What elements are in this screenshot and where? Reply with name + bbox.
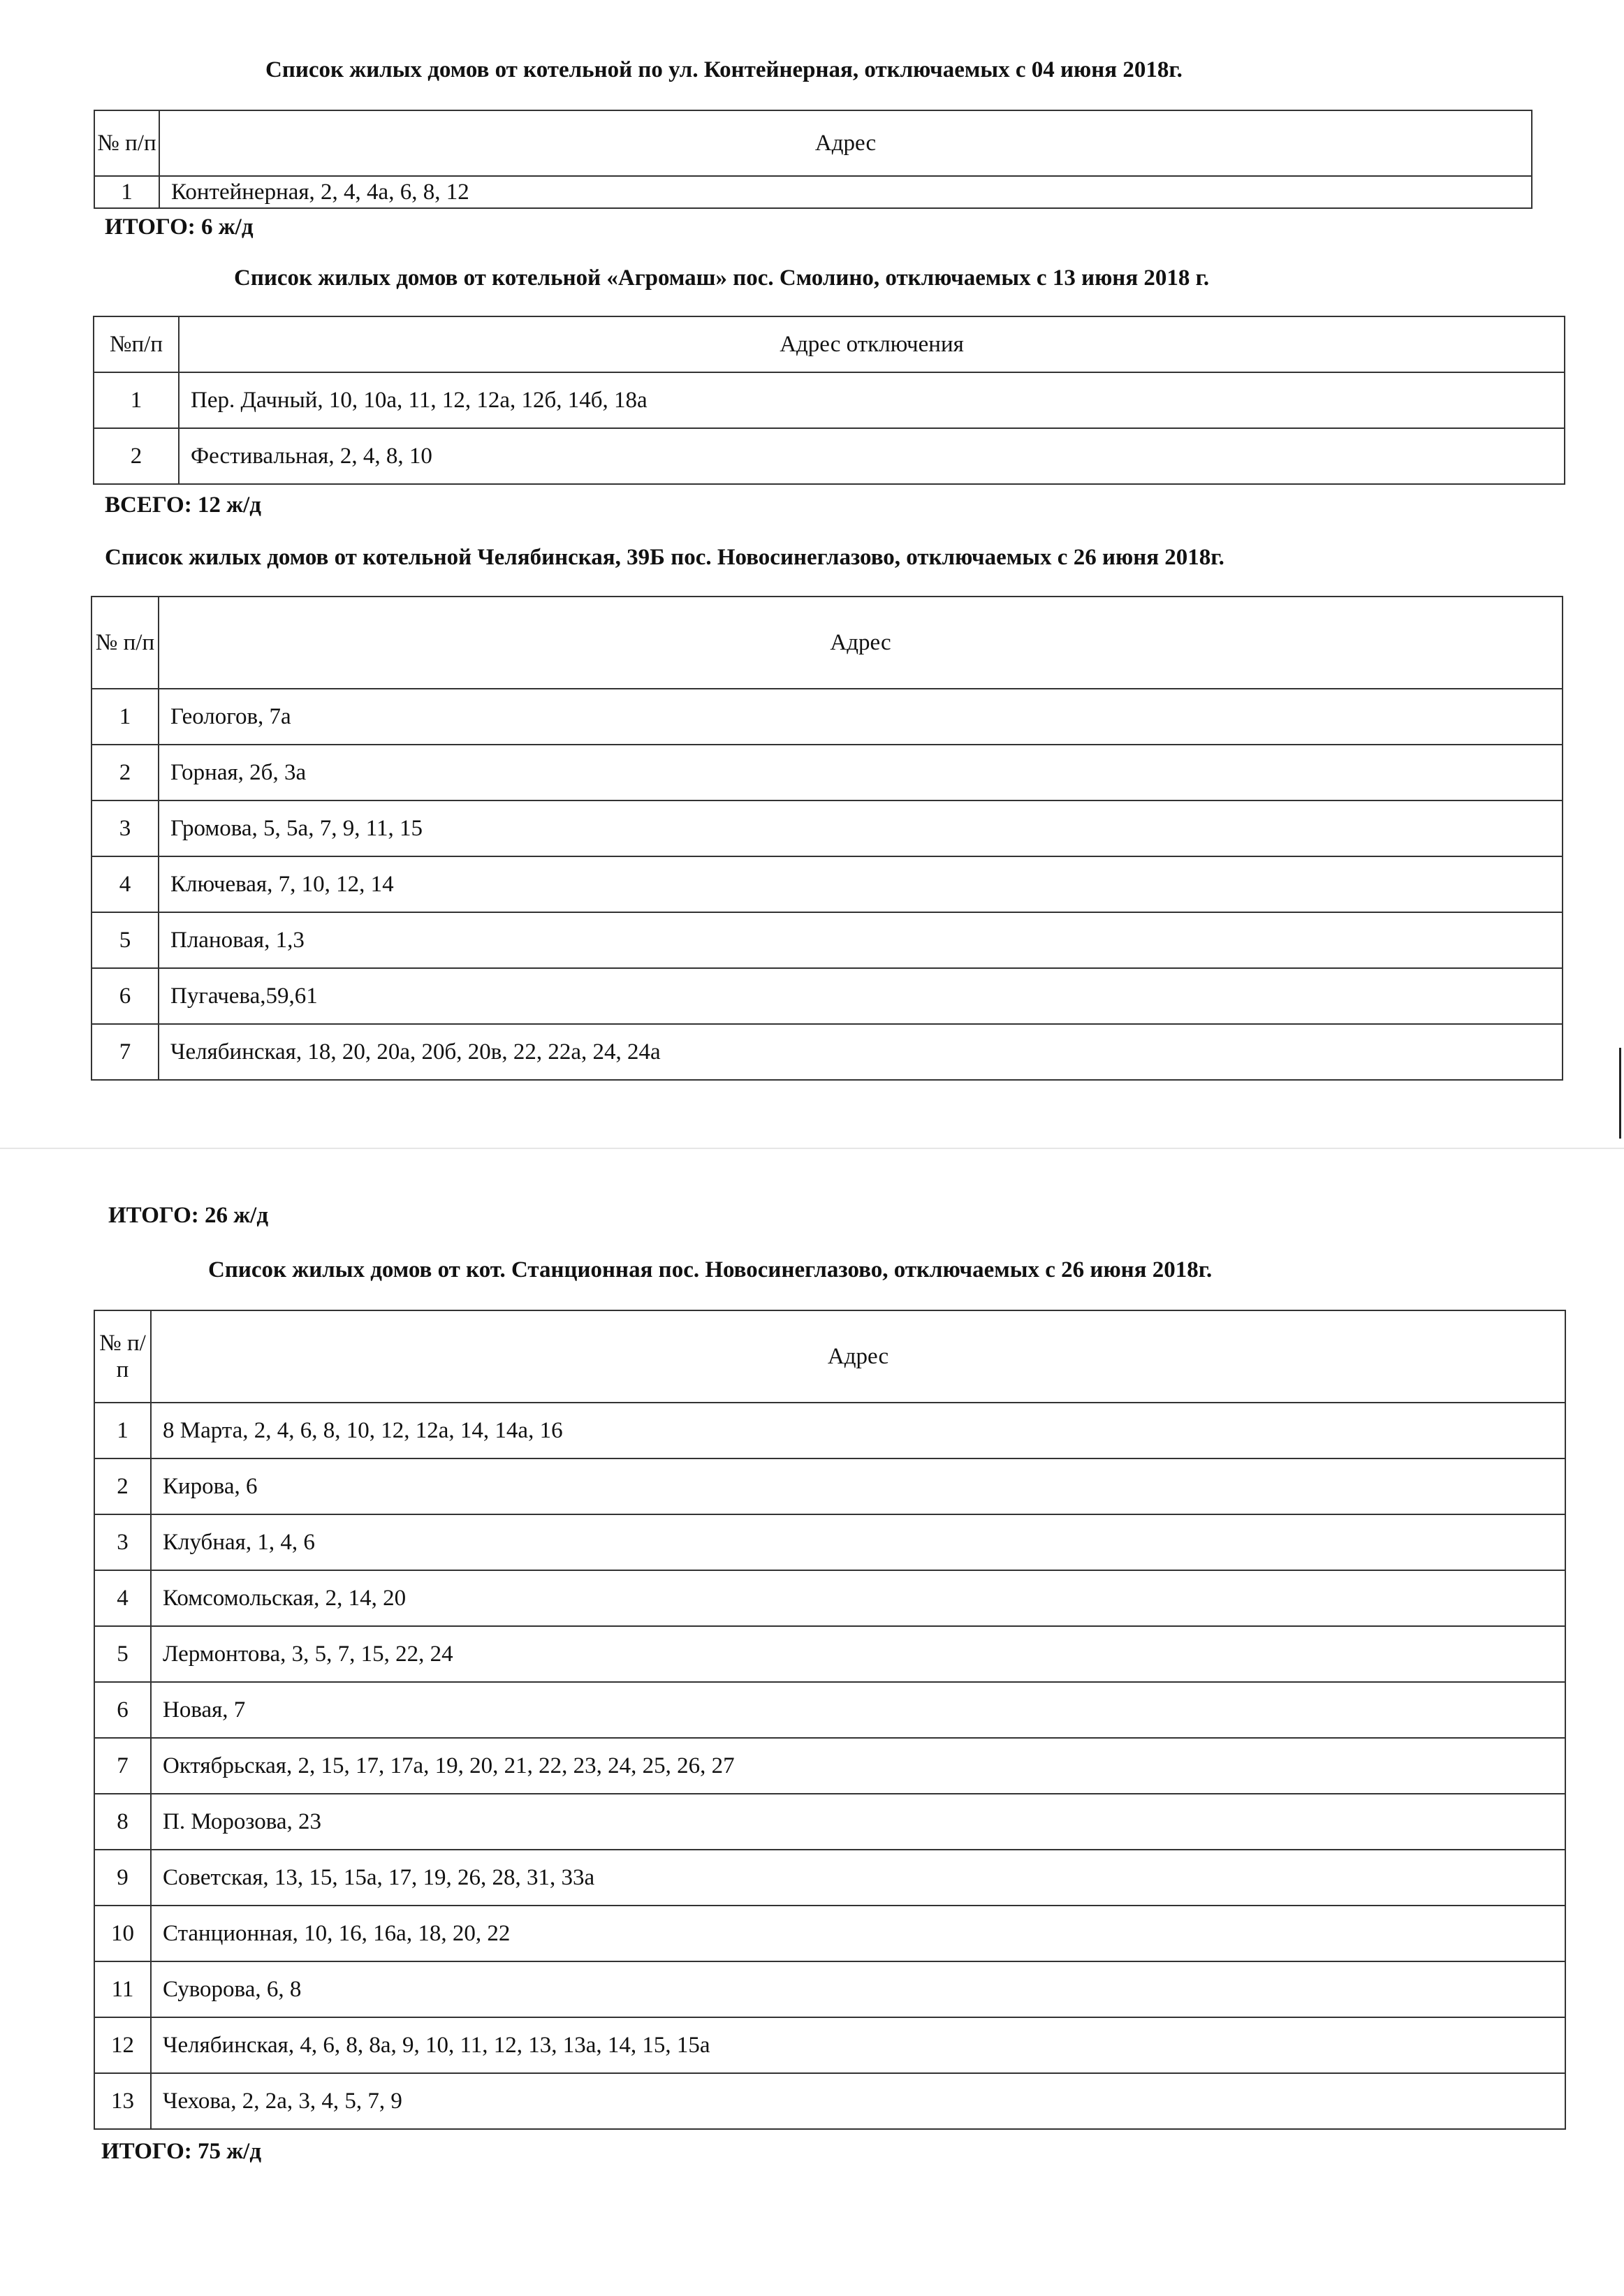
- table-row: [94, 1961, 1565, 2017]
- row-num: 8: [94, 1794, 151, 1850]
- row-address: Пугачева,59,61: [159, 968, 1563, 1024]
- table-row: [94, 1906, 1565, 1961]
- table-row: [94, 1738, 1565, 1794]
- table-row: [92, 745, 1563, 800]
- row-num: 1: [94, 176, 159, 208]
- table-row: [92, 1024, 1563, 1080]
- section-4-table: [94, 1310, 1566, 2130]
- table-row: [94, 2073, 1565, 2129]
- row-num: 6: [94, 1682, 151, 1738]
- scan-edge: [1619, 1048, 1621, 1139]
- table-row: [94, 2017, 1565, 2073]
- table-header-row: [94, 1310, 1565, 1403]
- row-address: Новая, 7: [151, 1682, 1565, 1738]
- row-address: Клубная, 1, 4, 6: [151, 1514, 1565, 1570]
- table-row: [94, 1682, 1565, 1738]
- table-row: [94, 1514, 1565, 1570]
- table-row: [94, 1626, 1565, 1682]
- section-2-total: ВСЕГО: 12 ж/д: [105, 492, 261, 518]
- header-num: № п/п: [92, 597, 159, 689]
- row-address: Советская, 13, 15, 15а, 17, 19, 26, 28, 31, 33а: [151, 1850, 1565, 1906]
- table-row: [94, 176, 1532, 208]
- row-num: 2: [94, 428, 179, 484]
- table-header-row: [94, 316, 1565, 372]
- row-num: 6: [92, 968, 159, 1024]
- row-num: 13: [94, 2073, 151, 2129]
- row-num: 3: [92, 800, 159, 856]
- table-row: [92, 912, 1563, 968]
- row-num: 12: [94, 2017, 151, 2073]
- row-address: Чехова, 2, 2а, 3, 4, 5, 7, 9: [151, 2073, 1565, 2129]
- row-num: 1: [94, 1403, 151, 1458]
- section-4-total: ИТОГО: 75 ж/д: [101, 2139, 262, 2164]
- page-seam: [0, 1148, 1624, 1149]
- header-address: Адрес: [151, 1310, 1565, 1403]
- row-address: Плановая, 1,3: [159, 912, 1563, 968]
- table-header-row: [94, 110, 1532, 176]
- row-address: Громова, 5, 5а, 7, 9, 11, 15: [159, 800, 1563, 856]
- table-row: [92, 689, 1563, 745]
- table-row: [94, 1570, 1565, 1626]
- row-num: 4: [92, 856, 159, 912]
- row-num: 7: [94, 1738, 151, 1794]
- header-address: Адрес: [159, 597, 1563, 689]
- row-address: Пер. Дачный, 10, 10а, 11, 12, 12а, 12б, 14б, 18а: [179, 372, 1565, 428]
- table-row: [94, 1794, 1565, 1850]
- table-row: [94, 428, 1565, 484]
- section-3-total: ИТОГО: 26 ж/д: [108, 1203, 269, 1228]
- row-address: Челябинская, 18, 20, 20а, 20б, 20в, 22, 22а, 24, 24а: [159, 1024, 1563, 1080]
- section-2-table: [93, 316, 1565, 485]
- section-1-title: Список жилых домов от котельной по ул. Контейнерная, отключаемых с 04 июня 2018г.: [265, 57, 1183, 82]
- header-num: № п/п: [94, 110, 159, 176]
- row-address: 8 Марта, 2, 4, 6, 8, 10, 12, 12а, 14, 14а, 16: [151, 1403, 1565, 1458]
- row-num: 5: [94, 1626, 151, 1682]
- header-num: №п/п: [94, 316, 179, 372]
- header-num: № п/п: [94, 1310, 151, 1403]
- row-address: Челябинская, 4, 6, 8, 8а, 9, 10, 11, 12, 13, 13а, 14, 15, 15а: [151, 2017, 1565, 2073]
- header-address: Адрес: [159, 110, 1532, 176]
- table-row: [94, 1403, 1565, 1458]
- row-address: Контейнерная, 2, 4, 4а, 6, 8, 12: [159, 176, 1532, 208]
- table-row: [92, 856, 1563, 912]
- row-num: 5: [92, 912, 159, 968]
- table-row: [94, 372, 1565, 428]
- row-address: Геологов, 7а: [159, 689, 1563, 745]
- row-num: 4: [94, 1570, 151, 1626]
- table-row: [92, 968, 1563, 1024]
- row-address: Комсомольская, 2, 14, 20: [151, 1570, 1565, 1626]
- section-1-total: ИТОГО: 6 ж/д: [105, 214, 254, 240]
- row-address: Горная, 2б, 3а: [159, 745, 1563, 800]
- table-row: [94, 1850, 1565, 1906]
- row-address: Кирова, 6: [151, 1458, 1565, 1514]
- section-2-title: Список жилых домов от котельной «Агромаш» пос. Смолино, отключаемых с 13 июня 2018 г.: [234, 265, 1210, 291]
- row-address: Лермонтова, 3, 5, 7, 15, 22, 24: [151, 1626, 1565, 1682]
- row-address: П. Морозова, 23: [151, 1794, 1565, 1850]
- row-num: 1: [94, 372, 179, 428]
- row-num: 2: [94, 1458, 151, 1514]
- table-header-row: [92, 597, 1563, 689]
- row-address: Фестивальная, 2, 4, 8, 10: [179, 428, 1565, 484]
- section-3-table: [91, 596, 1563, 1081]
- row-address: Октябрьская, 2, 15, 17, 17а, 19, 20, 21, 22, 23, 24, 25, 26, 27: [151, 1738, 1565, 1794]
- section-3-title: Список жилых домов от котельной Челябинская, 39Б пос. Новосинеглазово, отключаемых с 26 июня 2018г.: [105, 545, 1224, 570]
- row-num: 11: [94, 1961, 151, 2017]
- section-4-title: Список жилых домов от кот. Станционная пос. Новосинеглазово, отключаемых с 26 июня 2018г.: [208, 1257, 1213, 1282]
- section-1-table: [94, 110, 1532, 209]
- row-address: Станционная, 10, 16, 16а, 18, 20, 22: [151, 1906, 1565, 1961]
- row-num: 3: [94, 1514, 151, 1570]
- row-num: 1: [92, 689, 159, 745]
- table-row: [92, 800, 1563, 856]
- row-num: 7: [92, 1024, 159, 1080]
- row-address: Ключевая, 7, 10, 12, 14: [159, 856, 1563, 912]
- header-address: Адрес отключения: [179, 316, 1565, 372]
- table-row: [94, 1458, 1565, 1514]
- row-address: Суворова, 6, 8: [151, 1961, 1565, 2017]
- row-num: 9: [94, 1850, 151, 1906]
- row-num: 2: [92, 745, 159, 800]
- row-num: 10: [94, 1906, 151, 1961]
